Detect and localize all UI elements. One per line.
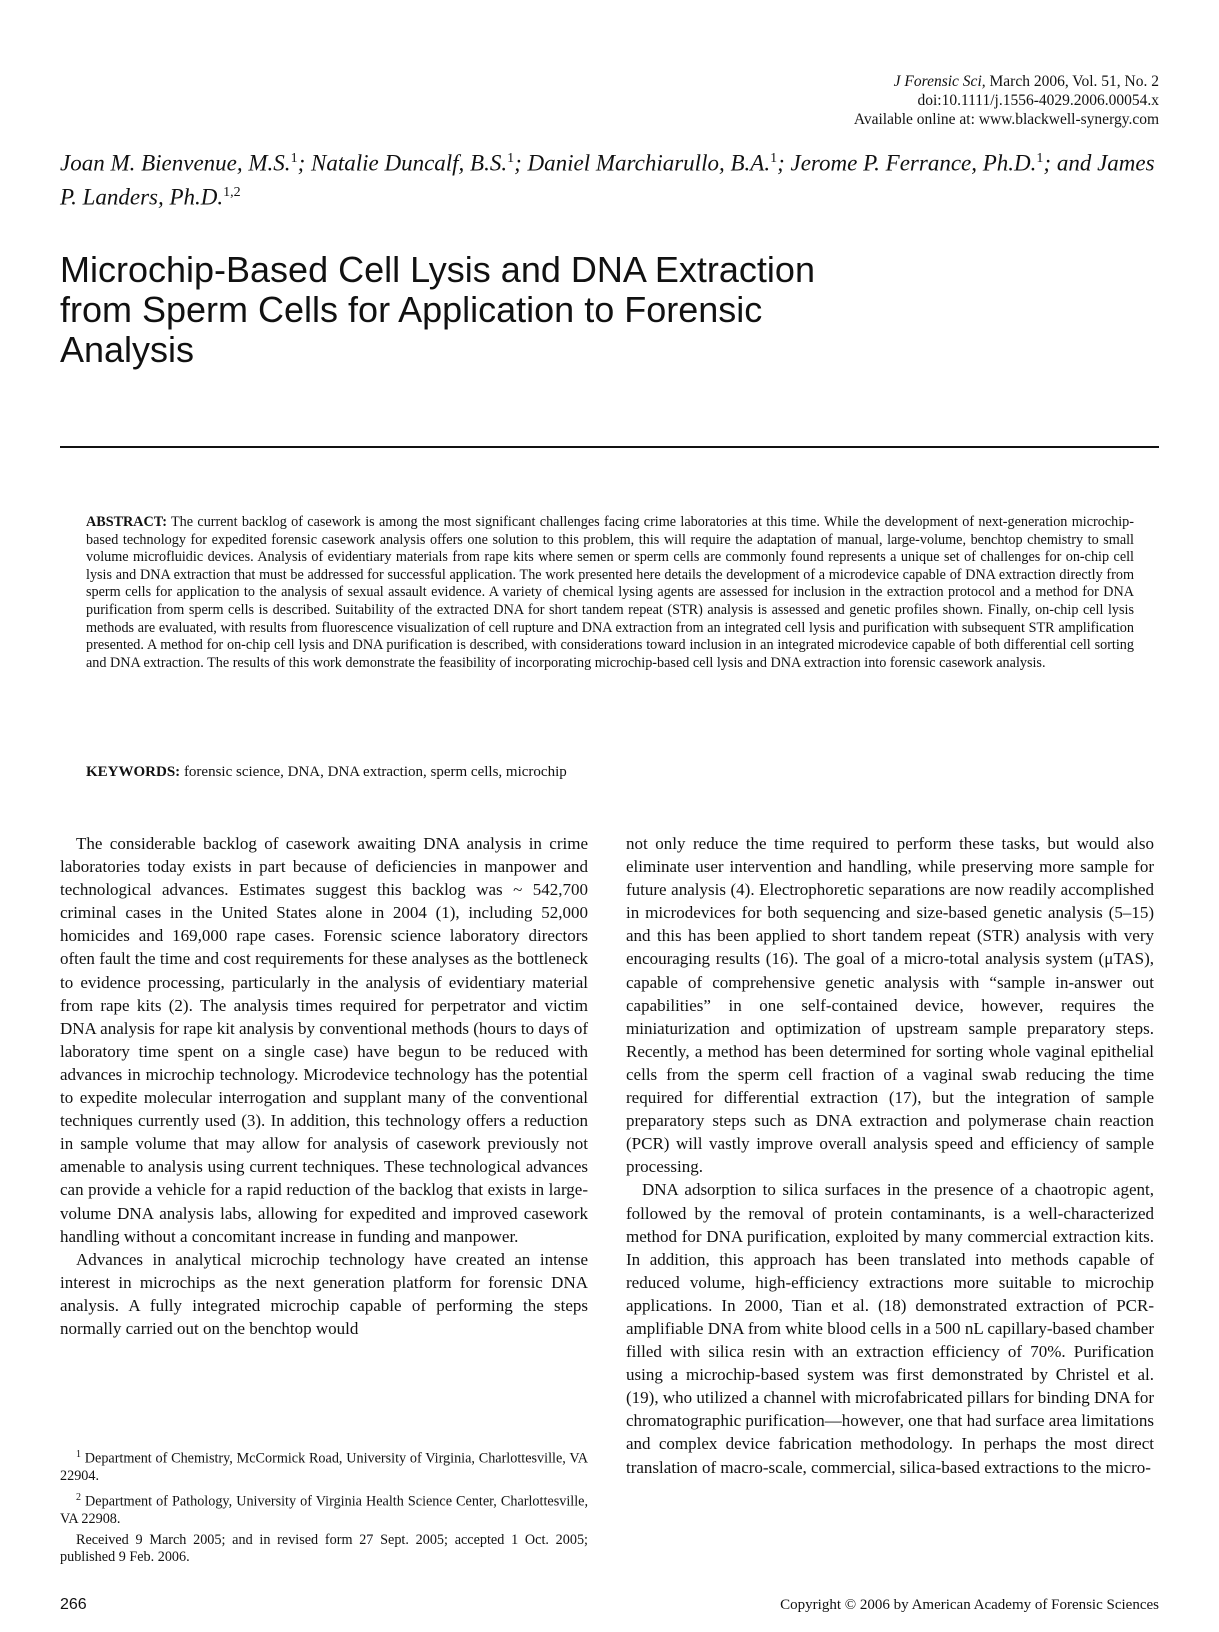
author-affiliation: 1	[1036, 151, 1044, 166]
author-separator: ;	[777, 150, 791, 176]
keywords-label: KEYWORDS:	[86, 764, 181, 780]
author-separator: ;	[297, 150, 311, 176]
author-name: Daniel Marchiarullo, B.A.	[527, 150, 771, 176]
abstract-text: The current backlog of casework is among the most significant challenges facing crime laboratories at this time. While the development of next-generation microchip-based technology for expedited forensic casework analysis offers one solution to this problem, this will require the adaptation of manual, large-volume, benchtop chemistry to small volume microfluidic devices. Analysis of evidentiary materials from rape kits where semen or sperm cells are commonly found represents a unique set of challenges for on-chip cell lysis and DNA extraction that must be addressed for successful application. The work presented here details the development of a microdevice capable of DNA extraction directly from sperm cells for application to the analysis of sexual assault evidence. A variety of chemical lysing agents are assessed for inclusion in the extraction protocol and a method for DNA purification from sperm cells is described. Suitability of the extracted DNA for short tandem repeat (STR) analysis is assessed and genetic profiles shown. Finally, on-chip cell lysis methods are evaluated, with results from fluorescence visualization of cell rupture and DNA extraction from an integrated cell lysis and purification with subsequent STR amplification presented. A method for on-chip cell lysis and DNA purification is described, with considerations toward inclusion in an integrated microdevice capable of both differential cell sorting and DNA extraction. The results of this work demonstrate the feasibility of incorporating microchip-based cell lysis and DNA extraction into forensic casework analysis.	[86, 514, 1134, 671]
author-affiliation: 1	[290, 151, 298, 166]
journal-citation	[854, 72, 1159, 91]
journal-header	[854, 72, 1159, 129]
title-line: Analysis	[60, 329, 195, 370]
footnote-text: Department of Chemistry, McCormick Road, University of Virginia, Charlottesville, VA 22904.	[60, 1450, 588, 1485]
author-affiliation: 1	[507, 151, 515, 166]
author-separator: ;	[1043, 150, 1057, 176]
author-name: Joan M. Bienvenue, M.S.	[60, 150, 291, 176]
author-name: Jerome P. Ferrance, Ph.D.	[790, 150, 1037, 176]
title-line: from Sperm Cells for Application to Forensic	[60, 289, 763, 330]
author-affiliation: 1,2	[223, 184, 241, 200]
author-list	[60, 144, 1160, 211]
footnote-affiliation	[60, 1446, 588, 1486]
body-column-left	[60, 832, 588, 1340]
journal-name: J Forensic Sci,	[893, 73, 986, 90]
body-paragraph: Advances in analytical microchip technology have created an intense interest in microchips as the next generation platform for forensic DNA analysis. A fully integrated microchip capable of performing the steps normally carried out on the benchtop would	[60, 1249, 588, 1338]
author-name: Natalie Duncalf, B.S.	[310, 150, 508, 176]
journal-online: Available online at: www.blackwell-synergy.com	[853, 111, 1159, 128]
journal-doi: doi:10.1111/j.1556-4029.2006.00054.x	[917, 92, 1159, 109]
footnotes	[60, 1446, 588, 1570]
title-divider	[60, 446, 1159, 448]
paper-title	[60, 250, 880, 370]
keywords-text: forensic science, DNA, DNA extraction, sperm cells, microchip	[183, 764, 567, 780]
author-affiliation: 1	[770, 151, 778, 166]
body-column-right	[626, 832, 1154, 1479]
body-paragraph: DNA adsorption to silica surfaces in the presence of a chaotropic agent, followed by the removal of protein contaminants, is a well-characterized method for DNA purification, exploited by many commercial extraction kits. In addition, this approach has been translated into methods capable of reduced volume, high-efficiency extractions more suitable to microchip applications. In 2000, Tian et al. (18) demonstrated extraction of PCR-amplifiable DNA from white blood cells in a 500 nL capillary-based chamber filled with silica resin with an extraction efficiency of 70%. Purification using a microchip-based system was first demonstrated by Christel et al. (19), who utilized a channel with microfabricated pillars for binding DNA for chromatographic purification—however, one that had surface area limitations and complex device fabrication methodology. In perhaps the most direct translation of macro-scale, commercial, silica-based extractions to the micro-	[626, 1180, 1155, 1477]
footnote-mark: 2	[76, 1491, 81, 1503]
journal-issue: March 2006, Vol. 51, No. 2	[985, 73, 1159, 90]
body-paragraph: The considerable backlog of casework awaiting DNA analysis in crime laboratories today exists in part because of deficiencies in manpower and technological advances. Estimates suggest this backlog was ~ 542,700 criminal cases in the United States alone in 2004 (1), including 52,000 homicides and 169,000 rape cases. Forensic science laboratory directors often fault the time and cost requirements for these analyses as the bottleneck to evidence processing, particularly in the analysis of evidentiary material from rape kits (2). The analysis times required for perpetrator and victim DNA analysis for rape kit analysis by conventional methods (hours to days of laboratory time spent on a single case) have begun to be reduced with advances in microchip technology. Microdevice technology has the potential to expedite molecular interrogation and supplant many of the conventional techniques currently used (3). In addition, this technology offers a reduction in sample volume that may allow for analysis of casework previously not amenable to analysis using current techniques. These technological advances can provide a vehicle for a rapid reduction of the backlog that exists in large-volume DNA analysis labs, allowing for expedited and improved casework handling without a concomitant increase in funding and manpower.	[60, 834, 588, 1246]
title-line: Microchip-Based Cell Lysis and DNA Extraction	[60, 249, 815, 290]
footnote-affiliation	[60, 1489, 588, 1529]
keywords	[86, 763, 1134, 781]
author-name: and James P. Landers, Ph.D.	[60, 150, 1155, 210]
body-paragraph: not only reduce the time required to perform these tasks, but would also eliminate user intervention and handling, while preserving more sample for future analysis (4). Electrophoretic separations are now readily accomplished in microdevices for both sequencing and size-based genetic analysis (5–15) and this has been applied to short tandem repeat (STR) analysis with very encouraging results (16). The goal of a micro-total analysis system (μTAS), capable of comprehensive genetic analysis with “sample in-answer out capabilities” in one self-contained device, however, requires the miniaturization and optimization of upstream sample preparatory steps. Recently, a method has been determined for sorting whole vaginal epithelial cells from the sperm cell fraction of a vaginal swab reducing the time required for differential extraction (17), but the integration of sample preparatory steps such as DNA extraction and polymerase chain reaction (PCR) will vastly improve overall analysis speed and efficiency of sample processing.	[626, 834, 1154, 1177]
received-dates: Received 9 March 2005; and in revised form 27 Sept. 2005; accepted 1 Oct. 2005; published 9 Feb. 2006.	[60, 1531, 588, 1566]
abstract	[86, 514, 1134, 672]
abstract-label: ABSTRACT:	[86, 514, 167, 530]
footnote-mark: 1	[76, 1449, 81, 1460]
copyright-notice: Copyright © 2006 by American Academy of Forensic Sciences	[780, 1597, 1159, 1613]
author-separator: ;	[514, 150, 528, 176]
page-number: 266	[60, 1596, 87, 1613]
footnote-text: Department of Pathology, University of Virginia Health Science Center, Charlottesville, VA 22908.	[60, 1493, 588, 1528]
